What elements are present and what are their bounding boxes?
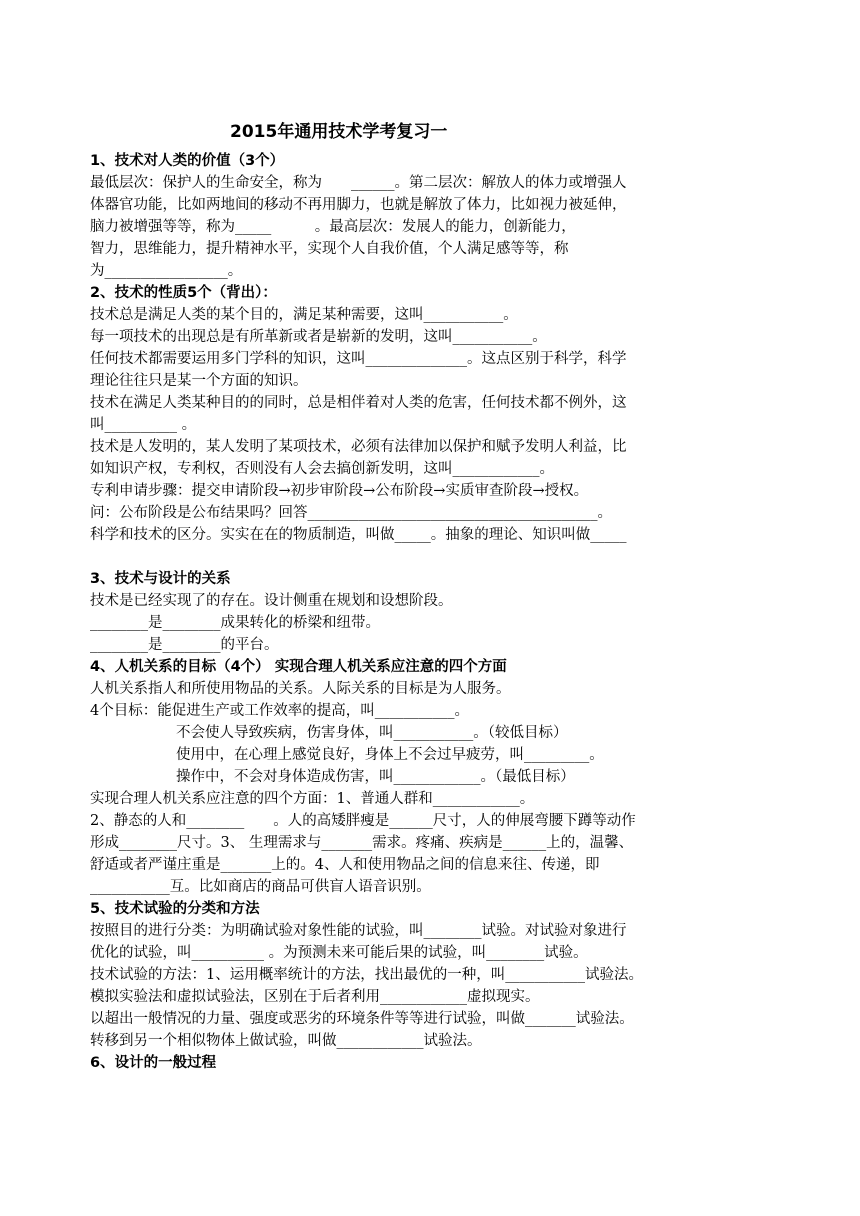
text-line: 为_________________。 bbox=[90, 263, 243, 279]
text-line: 叫__________ 。 bbox=[90, 417, 197, 433]
heading-5: 5、技术试验的分类和方法 bbox=[90, 901, 260, 917]
text-line: 人机关系指人和所使用物品的关系。人际关系的目标是为人服务。 bbox=[90, 681, 511, 697]
text-line: 4个目标：能促进生产或工作效率的提高，叫___________。 bbox=[90, 703, 469, 719]
text-line: ___________互。比如商店的商品可供盲人语音识别。 bbox=[90, 879, 431, 895]
text-line: 使用中，在心理上感觉良好，身体上不会过早疲劳，叫_________。 bbox=[176, 747, 604, 763]
text-line: 优化的试验，叫__________ 。为预测未来可能后果的试验，叫________试验。 bbox=[90, 945, 588, 961]
text-line: 脑力被增强等等，称为_____ 。最高层次：发展人的能力，创新能力， bbox=[90, 219, 576, 235]
blank-line bbox=[90, 546, 740, 568]
document-body bbox=[90, 150, 740, 1074]
text-line: 问：公布阶段是公布结果吗？回答________________________________________。 bbox=[90, 505, 612, 521]
text-line: 模拟实验法和虚拟试验法，区别在于后者利用____________虚拟现实。 bbox=[90, 989, 540, 1005]
text-line: 操作中，不会对身体造成伤害，叫____________。（最低目标） bbox=[176, 769, 575, 785]
text-line: 体器官功能，比如两地间的移动不再用脚力，也就是解放了体力，比如视力被延伸， bbox=[90, 197, 627, 213]
heading-4: 4、人机关系的目标（4个） 实现合理人机关系应注意的四个方面 bbox=[90, 659, 507, 675]
text-line: 任何技术都需要运用多门学科的知识，这叫______________。这点区别于科学，科学 bbox=[90, 351, 627, 367]
text-line: 科学和技术的区分。实实在在的物质制造，叫做_____。抽象的理论、知识叫做_____ bbox=[90, 527, 627, 543]
text-line: 技术总是满足人类的某个目的，满足某种需要，这叫___________。 bbox=[90, 307, 518, 323]
text-line: 实现合理人机关系应注意的四个方面：1、普通人群和____________。 bbox=[90, 791, 535, 807]
heading-1: 1、技术对人类的价值（3个） bbox=[90, 153, 285, 169]
text-line: 如知识产权，专利权，否则没有人会去搞创新发明，这叫____________。 bbox=[90, 461, 554, 477]
text-line: ________是________的平台。 bbox=[90, 637, 279, 653]
text-line: 2、静态的人和________ 。人的高矮胖瘦是______尺寸，人的伸展弯腰下蹲等动作 bbox=[90, 813, 636, 829]
text-line: ________是________成果转化的桥梁和纽带。 bbox=[90, 615, 380, 631]
text-line: 智力，思维能力，提升精神水平，实现个人自我价值，个人满足感等等，称 bbox=[90, 241, 569, 257]
text-line: 每一项技术的出现总是有所革新或者是崭新的发明，这叫___________。 bbox=[90, 329, 547, 345]
document-title: 2015年通用技术学考复习一 bbox=[230, 122, 448, 142]
text-line: 形成________尺寸。3、 生理需求与_______需求。疼痛、疾病是______上的，温馨、 bbox=[90, 835, 634, 851]
text-line: 不会使人导致疾病，伤害身体，叫___________。（较低目标） bbox=[176, 725, 568, 741]
text-line: 舒适或者严谨庄重是_______上的。4、人和使用物品之间的信息来往、传递，即 bbox=[90, 857, 600, 873]
heading-2: 2、技术的性质5个（背出）： bbox=[90, 285, 277, 301]
heading-6: 6、设计的一般过程 bbox=[90, 1055, 217, 1071]
text-line: 技术是已经实现了的存在。设计侧重在规划和设想阶段。 bbox=[90, 593, 453, 609]
text-line: 专利申请步骤：提交申请阶段→初步审阶段→公布阶段→实质审查阶段→授权。 bbox=[90, 483, 589, 499]
text-line: 最低层次：保护人的生命安全，称为 ______。第二层次：解放人的体力或增强人 bbox=[90, 175, 627, 191]
text-line: 以超出一般情况的力量、强度或恶劣的环境条件等等进行试验，叫做_______试验法。 bbox=[90, 1011, 634, 1027]
text-line: 技术是人发明的，某人发明了某项技术，必须有法律加以保护和赋予发明人利益，比 bbox=[90, 439, 627, 455]
text-line: 按照目的进行分类：为明确试验对象性能的试验，叫________试验。对试验对象进行 bbox=[90, 923, 627, 939]
text-line: 技术在满足人类某种目的的同时，总是相伴着对人类的危害，任何技术都不例外，这 bbox=[90, 395, 627, 411]
text-line: 技术试验的方法：1、运用概率统计的方法，找出最优的一种，叫___________试验法。 bbox=[90, 967, 643, 983]
heading-3: 3、技术与设计的关系 bbox=[90, 571, 231, 587]
text-line: 理论往往只是某一个方面的知识。 bbox=[90, 373, 308, 389]
text-line: 转移到另一个相似物体上做试验，叫做____________试验法。 bbox=[90, 1033, 482, 1049]
